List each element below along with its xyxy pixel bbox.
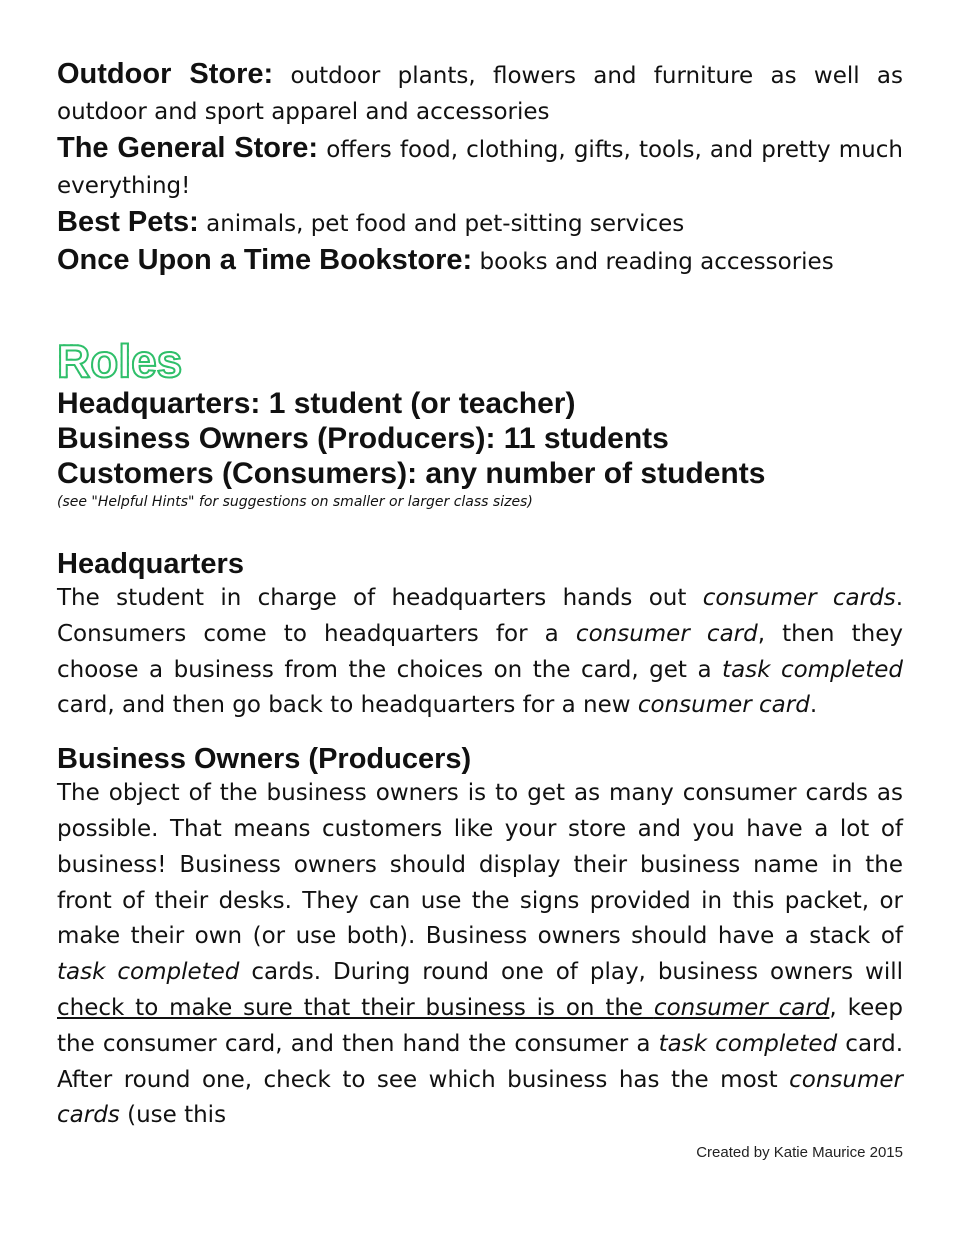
emphasis-run: task completed xyxy=(57,959,240,986)
role-customers: Customers (Consumers): any number of students xyxy=(57,457,766,490)
emphasis-run: consumer card xyxy=(575,620,758,647)
store-name: Best Pets: xyxy=(57,206,199,238)
store-outdoor xyxy=(57,56,903,130)
text-run: , keep the consumer card, and then hand the consumer a xyxy=(57,994,903,1057)
text-run: The object of the business owners is to get as many consumer cards as possible. That means customers like your store and you have a lot of business! Business owners should display their business name in the front of their desks. They can use the signs provided in this packet, or make their own (or use both). Business owners should have a stack of xyxy=(57,780,903,950)
text-run: cards. During round one of play, business owners will xyxy=(239,959,903,986)
business-owners-heading: Business Owners (Producers) xyxy=(57,743,472,776)
emphasis-run: task completed xyxy=(658,1030,838,1057)
store-description: outdoor plants, flowers and furniture as well as outdoor and sport apparel and accessories xyxy=(57,63,903,125)
text-run: check to make sure that their business is on the xyxy=(57,994,654,1021)
underlined-run xyxy=(57,995,829,1021)
store-description: animals, pet food and pet-sitting services xyxy=(206,211,685,237)
text-run: card. After round one, check to see which business has the most xyxy=(57,1030,903,1093)
text-run: card, and then go back to headquarters for a new xyxy=(57,692,638,719)
emphasis-run: task completed xyxy=(722,656,903,683)
document-page xyxy=(57,56,903,1134)
roles-note: (see "Helpful Hints" for suggestions on smaller or larger class sizes) xyxy=(57,494,533,510)
store-general xyxy=(57,130,903,204)
text-run: The student in charge of headquarters hands out xyxy=(57,585,703,611)
footer-credit: Created by Katie Maurice 2015 xyxy=(696,1144,903,1161)
emphasis-run: consumer cards xyxy=(702,585,896,611)
emphasis-run: consumer cards xyxy=(57,1066,903,1129)
roles-title: Roles xyxy=(57,335,183,387)
emphasis-run: consumer card xyxy=(653,994,830,1021)
role-business-owners: Business Owners (Producers): 11 students xyxy=(57,422,669,455)
emphasis-run: consumer card xyxy=(637,692,810,719)
text-run: . xyxy=(809,692,818,719)
role-headquarters: Headquarters: 1 student (or teacher) xyxy=(57,387,576,420)
store-bookstore xyxy=(57,242,903,280)
store-description: books and reading accessories xyxy=(479,249,834,275)
store-name: Once Upon a Time Bookstore: xyxy=(57,244,473,276)
headquarters-heading: Headquarters xyxy=(57,548,244,580)
store-name: The General Store: xyxy=(57,132,319,164)
store-pets xyxy=(57,204,903,242)
business-owners-paragraph xyxy=(57,776,903,1134)
headquarters-paragraph xyxy=(57,581,903,724)
store-description: offers food, clothing, gifts, tools, and pretty much everything! xyxy=(57,137,903,199)
store-name: Outdoor Store: xyxy=(57,58,274,90)
text-run: , then they choose a business from the choices on the card, get a xyxy=(57,620,903,683)
text-run: (use this xyxy=(119,1102,227,1129)
text-run: . Consumers come to headquarters for a xyxy=(57,585,903,647)
